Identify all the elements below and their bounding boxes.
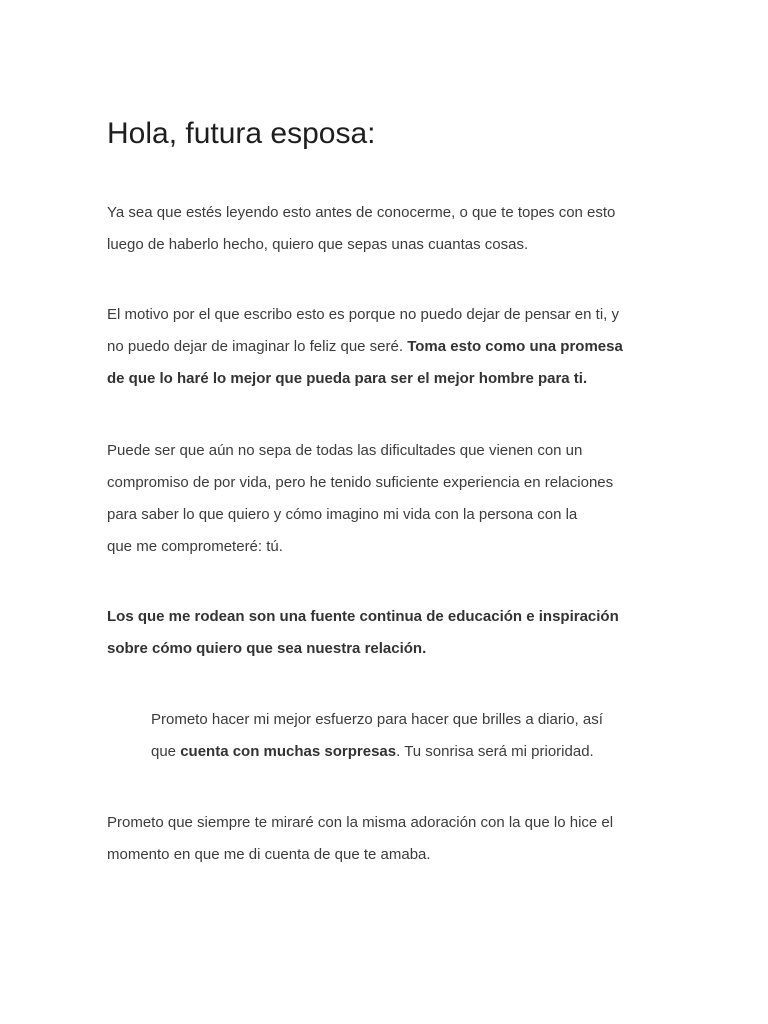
paragraph-line: compromiso de por vida, pero he tenido suficiente experiencia en relaciones	[107, 474, 614, 491]
paragraph-line	[107, 601, 667, 633]
paragraph-line: Ya sea que estés leyendo esto antes de conocerme, o que te topes con esto	[107, 204, 616, 221]
paragraph-dificultades	[107, 435, 667, 563]
paragraph-line: El motivo por el que escribo esto es porque no puedo dejar de pensar en ti, y	[107, 306, 619, 323]
paragraph-motivo	[107, 299, 667, 395]
paragraph-line	[107, 363, 667, 395]
paragraph-line: que me comprometeré: tú.	[107, 538, 283, 555]
quote-line	[151, 736, 671, 768]
quote-text: que	[151, 743, 181, 760]
bold-surprises-text: cuenta con muchas sorpresas	[180, 743, 397, 760]
paragraph-adoracion	[107, 807, 667, 871]
bold-promise-text: de que lo haré lo mejor que pueda para ser el mejor hombre para ti.	[107, 370, 588, 387]
paragraph-intro	[107, 197, 667, 261]
paragraph-line: Prometo que siempre te miraré con la misma adoración con la que lo hice el	[107, 814, 614, 831]
paragraph-line	[107, 331, 667, 363]
paragraph-line: Puede ser que aún no sepa de todas las dificultades que vienen con un	[107, 442, 583, 459]
bold-promise-text: Toma esto como una promesa	[407, 338, 623, 355]
paragraph-line: momento en que me di cuenta de que te amaba.	[107, 846, 431, 863]
paragraph-line: para saber lo que quiero y cómo imagino mi vida con la persona con la	[107, 506, 578, 523]
paragraph-inspiracion	[107, 601, 667, 665]
paragraph-line: luego de haberlo hecho, quiero que sepas unas cuantas cosas.	[107, 236, 529, 253]
quote-line: Prometo hacer mi mejor esfuerzo para hacer que brilles a diario, así	[151, 711, 603, 728]
page-title: Hola, futura esposa:	[107, 117, 376, 150]
paragraph-line	[107, 633, 667, 665]
bold-text: Los que me rodean son una fuente continua de educación e inspiración	[107, 608, 619, 625]
bold-text: sobre cómo quiero que sea nuestra relación.	[107, 640, 427, 657]
paragraph-text: no puedo dejar de imaginar lo feliz que seré.	[107, 338, 408, 355]
indented-quote	[151, 704, 671, 768]
quote-text: . Tu sonrisa será mi prioridad.	[396, 743, 594, 760]
